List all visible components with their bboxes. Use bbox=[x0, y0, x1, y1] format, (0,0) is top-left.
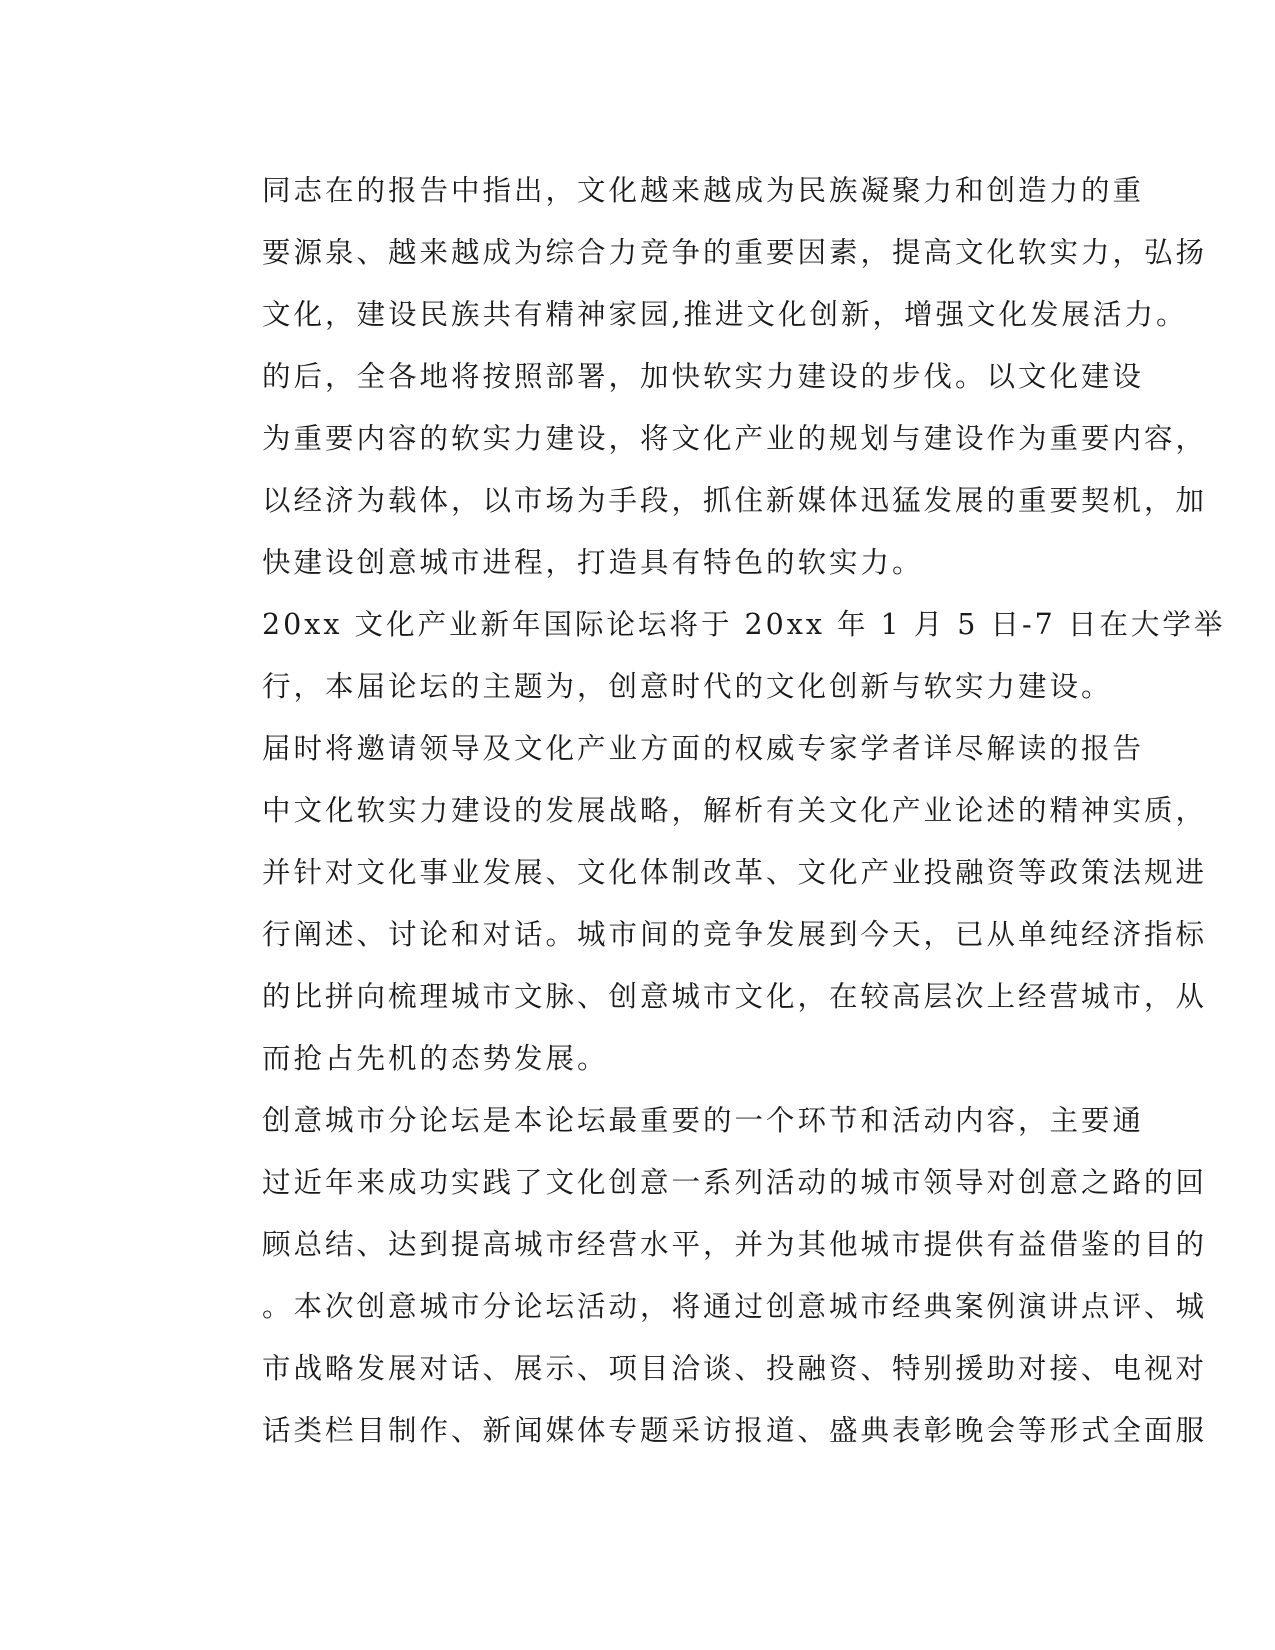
text-line: 中文化软实力建设的发展战略，解析有关文化产业论述的精神实质， bbox=[262, 794, 1208, 827]
text-line: 以经济为载体，以市场为手段，抓住新媒体迅猛发展的重要契机，加 bbox=[262, 484, 1208, 517]
text-line: 。本次创意城市分论坛活动，将通过创意城市经典案例演讲点评、城 bbox=[262, 1290, 1208, 1323]
text-line: 快建设创意城市进程，打造具有特色的软实力。 bbox=[262, 546, 924, 579]
text-line: 行阐述、讨论和对话。城市间的竞争发展到今天，已从单纯经济指标 bbox=[262, 918, 1208, 951]
text-line: 行，本届论坛的主题为，创意时代的文化创新与软实力建设。 bbox=[262, 670, 1113, 703]
text-line: 过近年来成功实践了文化创意一系列活动的城市领导对创意之路的回 bbox=[262, 1166, 1208, 1199]
text-line: 要源泉、越来越成为综合力竞争的重要因素，提高文化软实力，弘扬 bbox=[262, 236, 1208, 269]
paragraph-4 bbox=[188, 718, 1208, 1090]
text-line: 文化，建设民族共有精神家园,推进文化创新，增强文化发展活力。 bbox=[262, 298, 1188, 331]
paragraph-5 bbox=[188, 1090, 1208, 1462]
text-line: 为重要内容的软实力建设，将文化产业的规划与建设作为重要内容， bbox=[262, 422, 1208, 455]
text-line: 20xx 文化产业新年国际论坛将于 20xx 年 1 月 5 日-7 日在大学举 bbox=[262, 608, 1226, 641]
paragraph-3 bbox=[188, 594, 1226, 718]
document-body bbox=[188, 160, 1226, 1462]
text-line: 而抢占先机的态势发展。 bbox=[262, 1042, 609, 1075]
paragraph-2 bbox=[188, 346, 1208, 594]
text-line: 同志在的报告中指出，文化越来越成为民族凝聚力和创造力的重 bbox=[262, 174, 1145, 207]
text-line: 的比拼向梳理城市文脉、创意城市文化，在较高层次上经营城市，从 bbox=[262, 980, 1208, 1013]
text-line: 届时将邀请领导及文化产业方面的权威专家学者详尽解读的报告 bbox=[262, 732, 1145, 765]
paragraph-1 bbox=[188, 160, 1208, 346]
text-line: 市战略发展对话、展示、项目洽谈、投融资、特别援助对接、电视对 bbox=[262, 1352, 1208, 1385]
text-line: 并针对文化事业发展、文化体制改革、文化产业投融资等政策法规进 bbox=[262, 856, 1208, 889]
text-line: 创意城市分论坛是本论坛最重要的一个环节和活动内容，主要通 bbox=[262, 1104, 1145, 1137]
text-line: 话类栏目制作、新闻媒体专题采访报道、盛典表彰晚会等形式全面服 bbox=[262, 1414, 1208, 1447]
text-line: 顾总结、达到提高城市经营水平，并为其他城市提供有益借鉴的目的 bbox=[262, 1228, 1208, 1261]
text-line: 的后，全各地将按照部署，加快软实力建设的步伐。以文化建设 bbox=[262, 360, 1145, 393]
